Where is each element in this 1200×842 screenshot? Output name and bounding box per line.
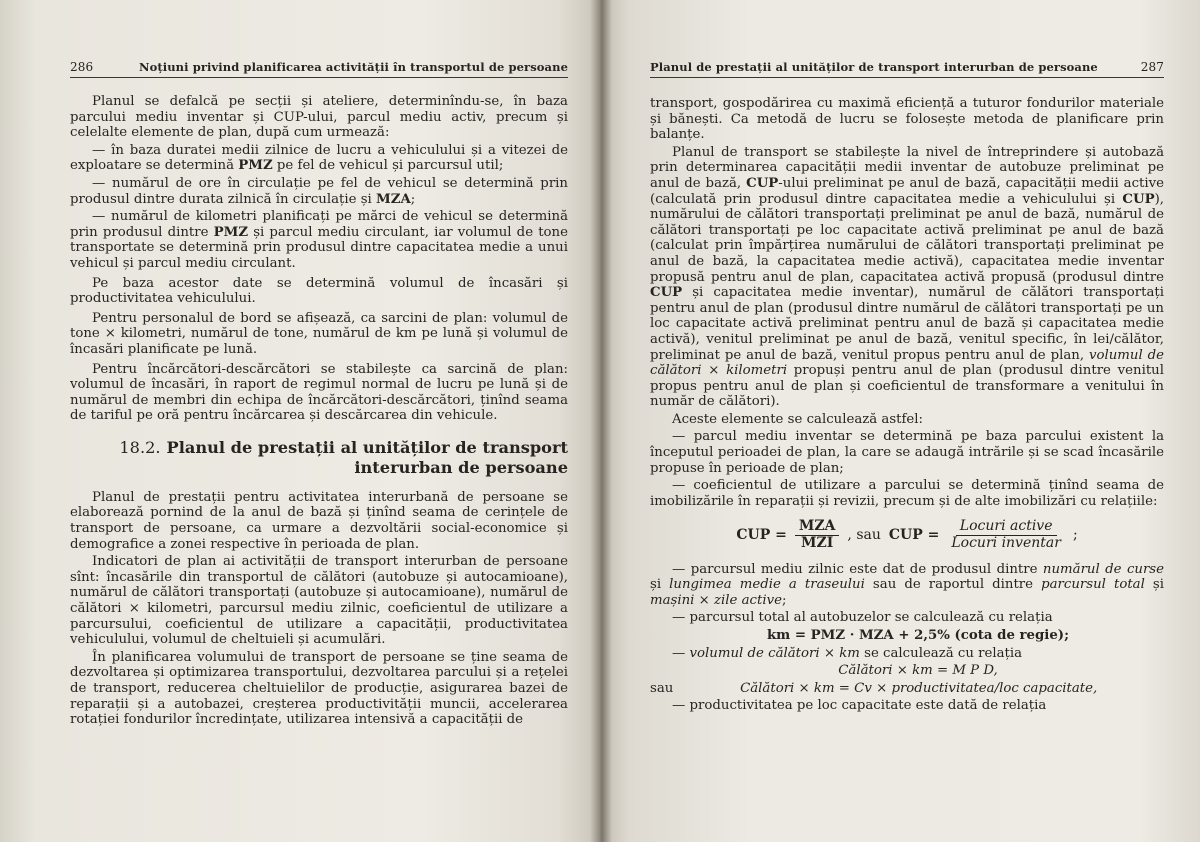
italic-term: lungimea medie a traseului (669, 577, 865, 593)
fraction-denominator: Locuri inventar (951, 535, 1061, 552)
fraction-numerator: Locuri active (956, 519, 1057, 536)
text-run: Planul de transport se stabilește la nivel de întreprindere și autobază prin determinarea capacității medii inventar de autobuze preliminat pe anul de bază, (650, 144, 1164, 191)
paragraph: — coeficientul de utilizare a parcului se determină ținînd seama de imobilizările în reparații și revizii, precum și de alte imobilizări cu relațiile: (650, 478, 1164, 509)
section-number: 18.2. (119, 437, 161, 457)
paragraph (70, 209, 568, 271)
bold-term: CUP (650, 285, 683, 301)
paragraph (650, 145, 1164, 410)
right-running-title: Planul de prestații al unităților de transport interurban de persoane (650, 60, 1098, 74)
paragraph: În planificarea volumului de transport de persoane se ține seama de dezvoltarea și optimizarea transportului, dezvoltarea parcului și a rețelei de transport, reducerea cheltuielilor de producție, asigurarea bazei de reparații și a autobazei, creșterea productivității muncii, accelerarea rotației fondurilor încredințate, utilizarea intensivă a capacității de (70, 649, 568, 728)
paragraph (70, 176, 568, 207)
bold-term: MZA (376, 191, 411, 207)
left-page-number: 286 (70, 60, 94, 74)
left-running-title: Noțiuni privind planificarea activității în transportul de persoane (138, 60, 568, 74)
sau-label: sau (650, 680, 674, 696)
paragraph: — productivitatea pe loc capacitate este dată de relația (672, 698, 1047, 714)
bold-term: PMZ (213, 224, 249, 240)
text-run: — în baza duratei medii zilnice de lucru a vehiculului și a vitezei de exploatare se determină (70, 142, 568, 174)
formula-end: ; (1072, 526, 1078, 543)
passenger-km-alt-formula (650, 681, 1164, 697)
italic-term: mașini × zile active (650, 592, 782, 608)
paragraph: Planul se defalcă pe secții și ateliere, determinîndu-se, în baza parcului mediu inventar și CUP-ului, parcul mediu activ, precum și celelalte elemente de plan, după cum urmează: (70, 94, 568, 141)
text-run: — (672, 645, 690, 661)
fraction (947, 519, 1065, 551)
text-run: pe fel de vehicul și parcursul util; (272, 158, 504, 174)
right-page-number: 287 (1140, 60, 1164, 74)
cup-formula (650, 519, 1164, 551)
text-run: ; (410, 191, 416, 207)
section-title: Planul de prestații al unităților de transport interurban de persoane (166, 437, 568, 477)
italic-term: parcursul total (1041, 577, 1145, 593)
text-run: și (650, 577, 670, 593)
paragraph: Pentru personalul de bord se afișează, ca sarcini de plan: volumul de tone × kilometri, numărul de tone, numărul de km pe lună și volumul de încasări planificate pe lună. (70, 310, 568, 357)
text-run: — parcursul mediu zilnic este dat de produsul dintre (672, 561, 1043, 577)
bold-term: PMZ (238, 158, 273, 174)
paragraph: transport, gospodărirea cu maximă eficiență a tuturor fondurilor materiale și bănești. Ca metodă de lucru se folosește metoda de planificare prin balanțe. (650, 96, 1164, 143)
paragraph: — parcursul total al autobuzelor se calculează cu relația (672, 610, 1053, 626)
text-run: ; (781, 592, 787, 608)
paragraph: Pentru încărcători-descărcători se stabilește ca sarcină de plan: volumul de încasări, în raport de regimul normal de lucru pe lună și de numărul de membri din echipa de încărcători-descărcători, ținînd seama de tariful pe oră pentru încărcarea și descărcarea din vehicule. (70, 361, 568, 424)
text-run: propuși pentru anul de plan (produsul dintre venitul propus pentru anul de plan și coeficientul de transformare a venitului în număr de călători). (650, 363, 1164, 410)
paragraph (650, 562, 1164, 609)
paragraph (70, 143, 568, 174)
km-formula: km = PMZ · MZA + 2,5% (cota de regie); (766, 628, 1070, 643)
paragraph (650, 646, 1164, 662)
bold-term: CUP (746, 175, 779, 191)
fraction-numerator: MZA (795, 519, 840, 536)
formula-lhs: CUP = (888, 526, 940, 543)
paragraph: — parcul mediu inventar se determină pe baza parcului existent la începutul perioadei de plan, la care se adaugă intrările și se scad încasările propuse în perioade de plan; (650, 429, 1164, 476)
text-run: — numărul de ore în circulație pe fel de vehicul se determină prin produsul dintre durata zilnică în circulație și (70, 175, 568, 207)
text-run: și parcul mediu circulant, iar volumul de tone transportate se determină prin produsul dintre capacitatea medie a unui vehicul și parcul mediu circulant. (70, 224, 568, 271)
text-run: și capacitatea medie inventar), numărul de călători transportați pentru anul de plan (produsul dintre numărul de călători transportați pe un loc capacitate activă preliminat pentru anul de bază și capacitatea medie activă), venitul preliminat pe anul de bază, venitul specific, în lei/călător, preliminat pe anul de bază, venitul propus pentru anul de plan, (650, 285, 1164, 363)
italic-term: volumul de călători × kilometri (650, 347, 1164, 379)
italic-term: volumul de călători × km (689, 645, 860, 661)
formula-separator: , sau (847, 526, 881, 543)
right-running-head (650, 54, 1164, 78)
bold-term: CUP (1122, 191, 1155, 207)
text-run: ), numărului de călători transportați preliminat pe anul de bază, numărul de călători transportați pe loc capacitate activă preliminat pe anul de bază (calculat prin împărțirea numărului de călători transportați preliminat pe anul de bază, la capacitatea medie activă), capacitatea medie inventar propusă pentru anul de plan, capacitatea activă propusă (produsul dintre (650, 191, 1164, 285)
paragraph: Aceste elemente se calculează astfel: (672, 411, 924, 427)
right-page (600, 0, 1200, 842)
left-running-head (70, 54, 568, 78)
text-run: și (1144, 577, 1164, 593)
text-run: sau de raportul dintre (864, 577, 1042, 593)
alt-formula-text: Călători × km = Cv × productivitatea/loc capacitate, (740, 680, 1098, 696)
paragraph: Planul de prestații pentru activitatea interurbană de persoane se elaborează pornind de la anul de bază și ținînd seama de cerințele de transport de persoane, ca urmare a dezvoltării social-economice și demografice a zonei respective în perioada de plan. (70, 489, 568, 552)
passenger-km-formula: Călători × km = M P D, (838, 663, 998, 679)
left-page-content (70, 94, 568, 730)
text-run: -ului preliminat pe anul de bază, capacității medii active (calculată prin produsul dintre capacitatea medie a vehiculului și (650, 175, 1165, 207)
section-heading (70, 438, 568, 478)
fraction-denominator: MZI (800, 535, 834, 552)
fraction (795, 519, 840, 551)
paragraph: Indicatori de plan ai activității de transport interurban de persoane sînt: încasările din transportul de călători (autobuze și autocamioane), numărul de călători transportați (autobuze și autocamioane), numărul de călători × kilometri, parcursul mediu zilnic, coeficientul de utilizare a parcursului, coeficientul de utilizare a capacității, productivitatea vehiculului, volumul de cheltuieli și acumulări. (70, 554, 568, 648)
right-page-content (650, 96, 1164, 716)
italic-term: numărul de curse (1042, 561, 1164, 577)
paragraph: Pe baza acestor date se determină volumul de încasări și productivitatea vehiculului. (70, 275, 568, 307)
text-run: se calculează cu relația (859, 645, 1023, 661)
formula-lhs: CUP = (736, 526, 787, 543)
text-run: — numărul de kilometri planificați pe mărci de vehicul se determină prin produsul dintre (70, 209, 568, 240)
